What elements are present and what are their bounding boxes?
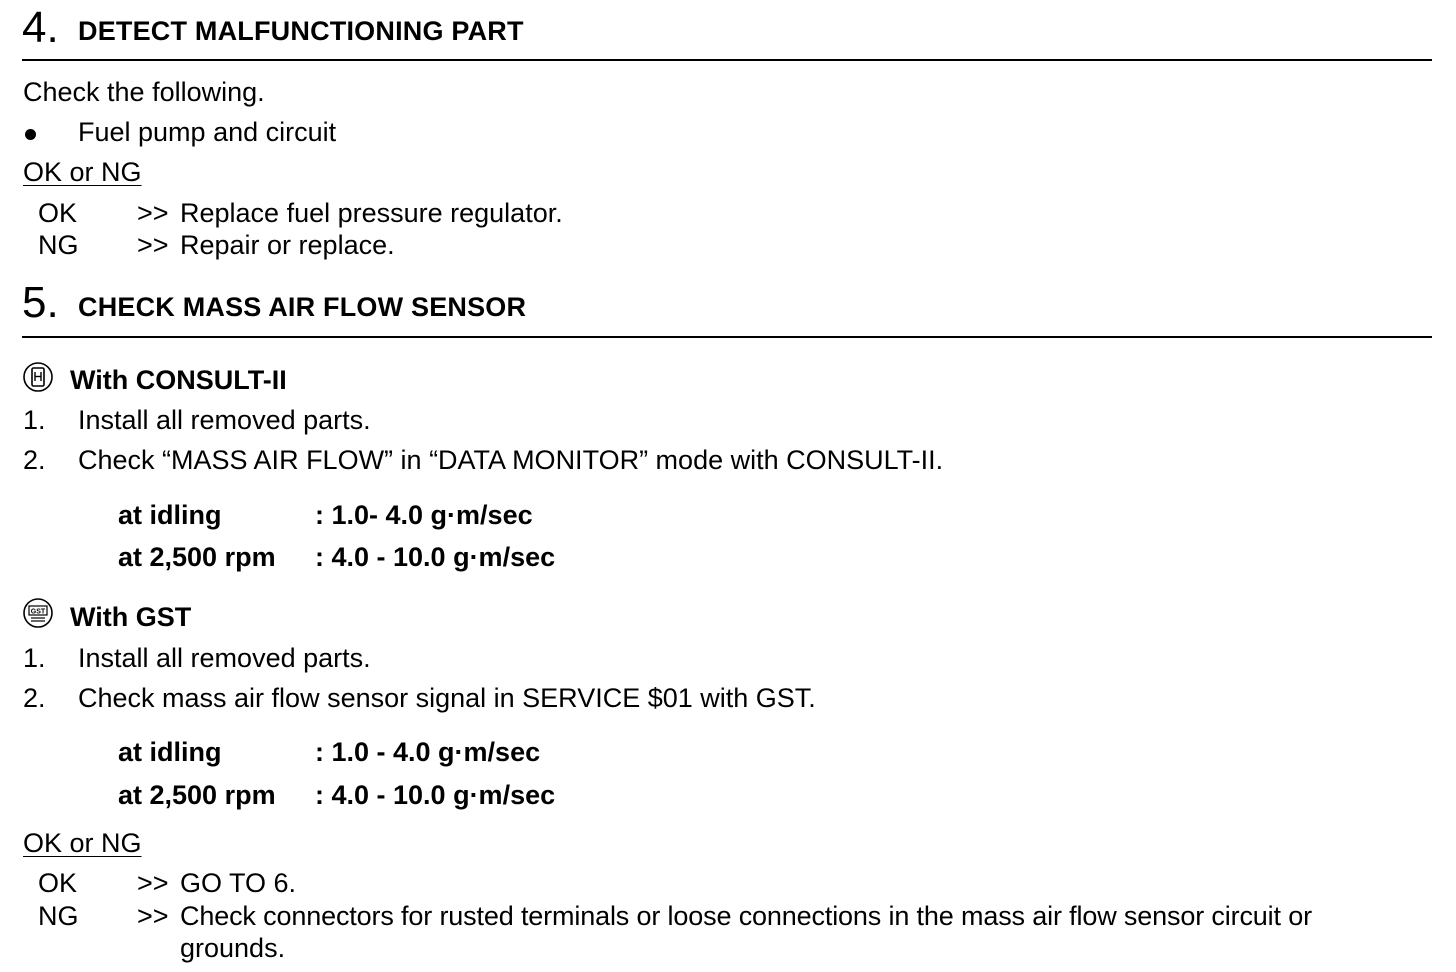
step-4-ok-arrow: >> — [137, 198, 169, 228]
step-5-ng-action-line-2: grounds. — [180, 933, 286, 963]
consult-ii-icon — [22, 361, 54, 393]
gst-spec-idling-label: at idling — [118, 737, 222, 767]
gst-spec-2500-label: at 2,500 rpm — [118, 780, 276, 810]
step-5-ok-arrow: >> — [137, 868, 169, 898]
gst-icon — [22, 597, 54, 629]
gst-spec-2500-value: : 4.0 - 10.0 g·m/sec — [315, 780, 556, 810]
consult-spec-idling-label: at idling — [118, 500, 222, 530]
gst-step-2-text: Check mass air flow sensor signal in SERVICE $01 with GST. — [78, 683, 816, 713]
step-4-title: DETECT MALFUNCTIONING PART — [78, 16, 524, 46]
step-5-ng-arrow: >> — [137, 901, 169, 931]
gst-step-1-text: Install all removed parts. — [78, 643, 371, 673]
step-4-divider — [22, 59, 1432, 61]
bullet-dot-icon — [25, 129, 36, 140]
consult-spec-2500-label: at 2,500 rpm — [118, 542, 276, 572]
gst-step-1-number: 1. — [23, 643, 46, 673]
gst-icon-text: GST — [30, 608, 46, 616]
consult-step-1-number: 1. — [23, 405, 46, 435]
step-5-ok-ng-label: OK or NG — [23, 828, 142, 858]
step-4-ng-arrow: >> — [137, 230, 169, 260]
consult-step-1-text: Install all removed parts. — [78, 405, 371, 435]
step-5-divider — [22, 336, 1432, 338]
consult-spec-idling-value: : 1.0- 4.0 g·m/sec — [315, 500, 533, 530]
step-5-title: CHECK MASS AIR FLOW SENSOR — [78, 292, 527, 322]
gst-spec-idling-value: : 1.0 - 4.0 g·m/sec — [315, 737, 541, 767]
step-5-ng-action-line-1: Check connectors for rusted terminals or loose connections in the mass air flow sensor circuit or — [180, 901, 1312, 931]
step-4-ok-action: Replace fuel pressure regulator. — [180, 198, 563, 228]
step-4-ok-code: OK — [38, 198, 78, 228]
consult-step-2-text: Check “MASS AIR FLOW” in “DATA MONITOR” mode with CONSULT-II. — [78, 445, 944, 475]
step-4-ng-code: NG — [38, 230, 79, 260]
step-5-ok-code: OK — [38, 868, 78, 898]
step-5-number: 5. — [22, 278, 59, 327]
step-4-number: 4. — [22, 3, 59, 52]
step-4-intro: Check the following. — [23, 77, 265, 107]
gst-step-2-number: 2. — [23, 683, 46, 713]
consult-spec-2500-value: : 4.0 - 10.0 g·m/sec — [315, 542, 556, 572]
step-5-ng-code: NG — [38, 901, 79, 931]
step-4-ok-ng-label: OK or NG — [23, 157, 142, 187]
consult-step-2-number: 2. — [23, 445, 46, 475]
consult-ii-heading: With CONSULT-II — [70, 365, 287, 395]
step-4-bullet-item: Fuel pump and circuit — [78, 117, 337, 147]
gst-heading: With GST — [70, 602, 192, 632]
step-5-ok-action: GO TO 6. — [180, 868, 297, 898]
step-4-ng-action: Repair or replace. — [180, 230, 395, 260]
